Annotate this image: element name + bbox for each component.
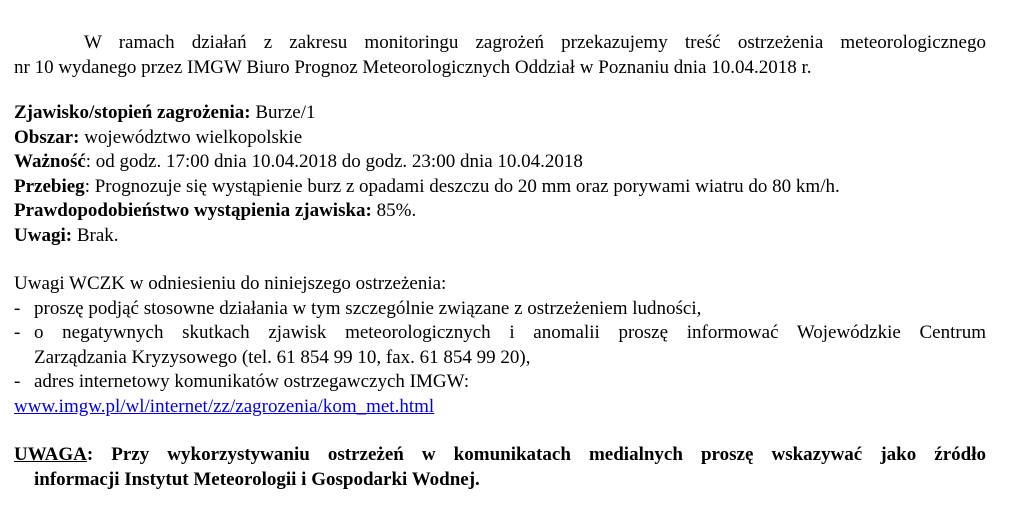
field-zjawisko-label: Zjawisko/stopień zagrożenia: xyxy=(14,102,251,123)
field-przebieg-value: : Prognozuje się wystąpienie burz z opadami deszczu do 20 mm oraz porywami wiatru do 80 km/h. xyxy=(84,175,840,197)
bullet-dash: - xyxy=(14,297,21,319)
uwaga-line-1 xyxy=(14,443,986,468)
wczk-bullet-2-line-1: o negatywnych skutkach zjawisk meteorologicznych i anomalii proszę informować Wojewódzkie Centrum xyxy=(34,322,986,343)
uwaga-colon: : xyxy=(86,444,94,465)
imgw-warnings-link[interactable]: www.imgw.pl/wl/internet/zz/zagrozenia/kom_met.html xyxy=(14,395,435,417)
field-przebieg-label: Przebieg xyxy=(14,175,85,197)
field-uwagi xyxy=(14,224,986,249)
spacer xyxy=(14,419,986,443)
wczk-bullet-2-line-2: Zarządzania Kryzysowego (tel. 61 854 99 10, fax. 61 854 99 20), xyxy=(34,346,531,368)
field-waznosc xyxy=(14,150,986,175)
field-prawdopodobienstwo-value: 85%. xyxy=(371,200,417,221)
wczk-bullet-1 xyxy=(14,297,986,322)
field-uwagi-value: Brak. xyxy=(72,224,119,246)
wczk-bullet-2-text xyxy=(34,321,986,370)
uwaga-notice xyxy=(14,443,986,492)
spacer xyxy=(14,80,986,101)
field-waznosc-value: : od godz. 17:00 dnia 10.04.2018 do godz. 23:00 dnia 10.04.2018 xyxy=(85,151,583,172)
wczk-bullet-3-text: adres internetowy komunikatów ostrzegawczych IMGW: xyxy=(34,371,470,392)
bullet-dash: - xyxy=(14,371,21,392)
intro-line-1: W ramach działań z zakresu monitoringu zagrożeń przekazujemy treść ostrzeżenia meteorologicznego xyxy=(84,32,986,53)
wczk-bullet-2 xyxy=(14,321,986,370)
field-przebieg xyxy=(14,175,986,200)
field-waznosc-label: Ważność xyxy=(14,151,86,172)
intro-line-2: nr 10 wydanego przez IMGW Biuro Prognoz Meteorologicznych Oddział w Poznaniu dnia 10.04.2018 r. xyxy=(14,56,812,78)
field-prawdopodobienstwo-label: Prawdopodobieństwo wystąpienia zjawiska: xyxy=(14,200,372,221)
field-prawdopodobienstwo xyxy=(14,199,986,224)
uwaga-line-1-text: Przy wykorzystywaniu ostrzeżeń w komunikatach medialnych proszę wskazywać jako źródło xyxy=(93,444,986,465)
wczk-heading: Uwagi WCZK w odniesieniu do niniejszego ostrzeżenia: xyxy=(14,273,447,294)
bullet-dash: - xyxy=(14,322,21,343)
field-obszar xyxy=(14,126,986,151)
uwaga-label: UWAGA xyxy=(14,444,87,465)
wczk-bullet-3 xyxy=(14,370,986,395)
field-obszar-label: Obszar: xyxy=(14,126,80,148)
field-uwagi-label: Uwagi: xyxy=(14,224,73,246)
field-obszar-value: województwo wielkopolskie xyxy=(79,126,303,148)
spacer xyxy=(14,248,986,272)
uwaga-line-2: informacji Instytut Meteorologii i Gospodarki Wodnej. xyxy=(34,468,480,490)
wczk-bullet-1-text: proszę podjąć stosowne działania w tym szczególnie związane z ostrzeżeniem ludności, xyxy=(34,297,702,319)
imgw-link-row xyxy=(14,395,986,420)
field-zjawisko-value: Burze/1 xyxy=(250,102,316,123)
field-zjawisko xyxy=(14,101,986,126)
document-body xyxy=(14,31,986,492)
